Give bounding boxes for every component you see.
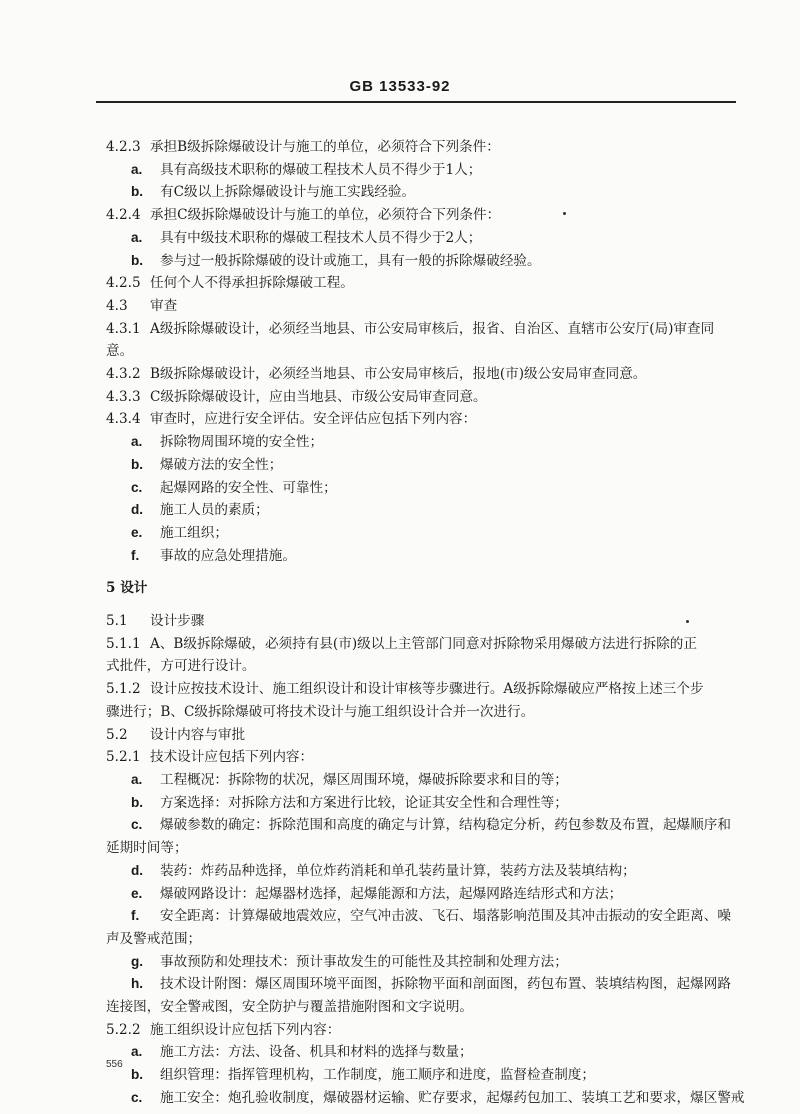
clause bbox=[106, 295, 734, 318]
clause-number: 5.2 bbox=[106, 726, 128, 743]
list-item-label: f. bbox=[131, 908, 140, 924]
clause bbox=[106, 610, 734, 633]
list-item-label: a. bbox=[131, 434, 143, 450]
header-rule bbox=[96, 101, 736, 103]
document-body bbox=[106, 136, 745, 1110]
list-item-label: b. bbox=[131, 252, 144, 268]
list-item-label: a. bbox=[131, 229, 143, 245]
clause-text: 承担B级拆除爆破设计与施工的单位，必须符合下列条件： bbox=[150, 139, 500, 155]
clause bbox=[106, 633, 734, 656]
clause bbox=[106, 1019, 734, 1042]
continuation-line: 式批件，方可进行设计。 bbox=[106, 658, 256, 675]
clause-number: 5.2.1 bbox=[106, 749, 141, 766]
clause-number: 4.3 bbox=[106, 297, 128, 314]
list-item-label: e. bbox=[131, 885, 143, 901]
list-item-label: d. bbox=[131, 862, 144, 878]
list-item bbox=[106, 545, 734, 568]
clause-text: A、B级拆除爆破，必须持有县(市)级以上主管部门同意对拆除物采用爆破方法进行拆除的正 bbox=[150, 635, 697, 652]
list-item-text: 技术设计附图：爆区周围环境平面图，拆除物平面和剖面图，药包布置、装填结构图，起爆网路 bbox=[160, 976, 731, 993]
clause-number: 4.3.1 bbox=[106, 320, 141, 337]
list-item bbox=[106, 883, 734, 906]
list-item bbox=[106, 522, 734, 545]
clause-text: C级拆除爆破设计，应由当地县、市级公安局审查同意。 bbox=[150, 388, 487, 405]
list-item bbox=[106, 181, 734, 204]
list-item bbox=[106, 860, 734, 883]
scan-speck bbox=[563, 212, 566, 215]
page-number: 556 bbox=[106, 1059, 123, 1070]
list-item-text: 有C级以上拆除爆破设计与施工实践经验。 bbox=[160, 184, 416, 201]
clause bbox=[106, 408, 734, 431]
scan-speck bbox=[686, 620, 689, 623]
list-item-label: a. bbox=[131, 771, 143, 787]
section-heading: 5 设计 bbox=[106, 580, 148, 597]
list-item-label: b. bbox=[131, 794, 144, 810]
clause-text: 施工组织设计应包括下列内容： bbox=[150, 1021, 341, 1038]
list-item-text: 爆破方法的安全性； bbox=[160, 456, 283, 473]
list-item bbox=[106, 1087, 745, 1110]
clause-number: 5.1 bbox=[106, 613, 128, 630]
clause bbox=[106, 363, 734, 386]
list-item-text: 拆除物周围环境的安全性； bbox=[160, 434, 324, 451]
continuation-line: 连接图，安全警戒图，安全防护与覆盖措施附图和文字说明。 bbox=[106, 999, 474, 1016]
list-item bbox=[106, 454, 734, 477]
clause-text: 审查时，应进行安全评估。安全评估应包括下列内容： bbox=[150, 411, 477, 428]
clause bbox=[106, 318, 734, 341]
list-item-label: e. bbox=[131, 524, 143, 540]
list-item bbox=[106, 227, 734, 250]
list-item bbox=[106, 951, 734, 974]
clause-number: 4.3.3 bbox=[106, 388, 141, 405]
clause-number: 4.3.4 bbox=[106, 411, 141, 428]
list-item-label: c. bbox=[131, 479, 143, 495]
clause-text: A级拆除爆破设计，必须经当地县、市公安局审核后，报省、自治区、直辖市公安厅(局)审查同 bbox=[150, 320, 715, 337]
list-item-text: 施工人员的素质； bbox=[160, 502, 269, 519]
list-item bbox=[106, 769, 734, 792]
list-item-label: a. bbox=[131, 161, 143, 177]
list-item bbox=[106, 792, 734, 815]
list-item-label: a. bbox=[131, 1044, 143, 1060]
list-item-text: 爆破参数的确定：拆除范围和高度的确定与计算，结构稳定分析，药包参数及布置，起爆顺序和 bbox=[160, 817, 731, 834]
list-item-text: 爆破网路设计：起爆器材选择，起爆能源和方法，起爆网路连结形式和方法； bbox=[160, 885, 623, 902]
clause bbox=[106, 136, 734, 159]
clause bbox=[106, 204, 734, 227]
list-item-text: 组织管理：指挥管理机构，工作制度，施工顺序和进度，监督检查制度； bbox=[160, 1067, 595, 1084]
list-item bbox=[106, 431, 734, 454]
clause-number: 5.1.2 bbox=[106, 681, 141, 698]
clause-text: 承担C级拆除爆破设计与施工的单位，必须符合下列条件： bbox=[150, 207, 501, 224]
clause-text: 设计应按技术设计、施工组织设计和设计审核等步骤进行。A级拆除爆破应严格按上述三个步 bbox=[150, 681, 704, 698]
continuation-line: 延期时间等； bbox=[106, 840, 188, 857]
list-item-text: 具有高级技术职称的爆破工程技术人员不得少于1人； bbox=[160, 161, 482, 178]
continuation-line: 意。 bbox=[106, 343, 134, 360]
list-item-label: h. bbox=[131, 976, 144, 992]
list-item-text: 事故的应急处理措施。 bbox=[160, 547, 296, 564]
list-item-text: 工程概况：拆除物的状况，爆区周围环境，爆破拆除要求和目的等； bbox=[160, 771, 568, 788]
list-item-label: b. bbox=[131, 1067, 144, 1083]
clause bbox=[106, 678, 734, 701]
clause-number: 4.2.4 bbox=[106, 207, 141, 224]
clause-text: 任何个人不得承担拆除爆破工程。 bbox=[150, 275, 354, 292]
clause bbox=[106, 272, 734, 295]
clause bbox=[106, 746, 734, 769]
clause-number: 4.2.3 bbox=[106, 139, 141, 155]
list-item bbox=[106, 905, 734, 928]
clause-number: 4.3.2 bbox=[106, 366, 141, 383]
clause-number: 4.2.5 bbox=[106, 275, 141, 292]
continuation-line: 声及警戒范围； bbox=[106, 930, 202, 947]
clause bbox=[106, 386, 734, 409]
list-item-text: 具有中级技术职称的爆破工程技术人员不得少于2人； bbox=[160, 229, 482, 246]
continuation-line: 骤进行；B、C级拆除爆破可将技术设计与施工组织设计合并一次进行。 bbox=[106, 703, 535, 720]
list-item-text: 起爆网路的安全性、可靠性； bbox=[160, 479, 337, 496]
list-item bbox=[106, 1041, 734, 1064]
list-item-label: g. bbox=[131, 953, 144, 969]
list-item-text: 方案选择：对拆除方法和方案进行比较，论证其安全性和合理性等； bbox=[160, 794, 568, 811]
clause-number: 5.1.1 bbox=[106, 635, 141, 652]
clause bbox=[106, 724, 734, 747]
list-item-label: c. bbox=[131, 817, 143, 833]
list-item-text: 施工方法：方法、设备、机具和材料的选择与数量； bbox=[160, 1044, 473, 1061]
list-item-label: f. bbox=[131, 547, 140, 563]
list-item-label: c. bbox=[131, 1089, 143, 1105]
clause-text: 设计内容与审批 bbox=[150, 726, 246, 743]
clause-text: 技术设计应包括下列内容： bbox=[150, 749, 314, 766]
list-item-label: b. bbox=[131, 456, 144, 472]
list-item bbox=[106, 973, 734, 996]
clause-text: B级拆除爆破设计，必须经当地县、市公安局审核后，报地(市)级公安局审查同意。 bbox=[150, 366, 647, 383]
list-item bbox=[106, 499, 734, 522]
standard-code-header: GB 13533-92 bbox=[349, 78, 451, 95]
list-item-text: 安全距离：计算爆破地震效应，空气冲击波、飞石、塌落影响范围及其冲击振动的安全距离、噪 bbox=[160, 908, 731, 925]
clause-text: 审查 bbox=[150, 297, 178, 314]
list-item-text: 参与过一般拆除爆破的设计或施工，具有一般的拆除爆破经验。 bbox=[160, 252, 541, 269]
clause-text: 设计步骤 bbox=[150, 613, 205, 630]
list-item-text: 施工组织； bbox=[160, 524, 228, 541]
list-item-text: 装药：炸药品种选择，单位炸药消耗和单孔装药量计算，装药方法及装填结构； bbox=[160, 862, 636, 879]
list-item bbox=[106, 1064, 734, 1087]
list-item bbox=[106, 477, 734, 500]
list-item bbox=[106, 814, 734, 837]
list-item-label: d. bbox=[131, 502, 144, 518]
list-item bbox=[106, 159, 734, 182]
list-item-label: b. bbox=[131, 184, 144, 200]
list-item bbox=[106, 250, 734, 273]
list-item-text: 事故预防和处理技术：预计事故发生的可能性及其控制和处理方法； bbox=[160, 953, 568, 970]
list-item-text: 施工安全：炮孔验收制度，爆破器材运输、贮存要求，起爆药包加工、装填工艺和要求，爆区警戒 bbox=[160, 1089, 745, 1106]
clause-number: 5.2.2 bbox=[106, 1021, 141, 1038]
